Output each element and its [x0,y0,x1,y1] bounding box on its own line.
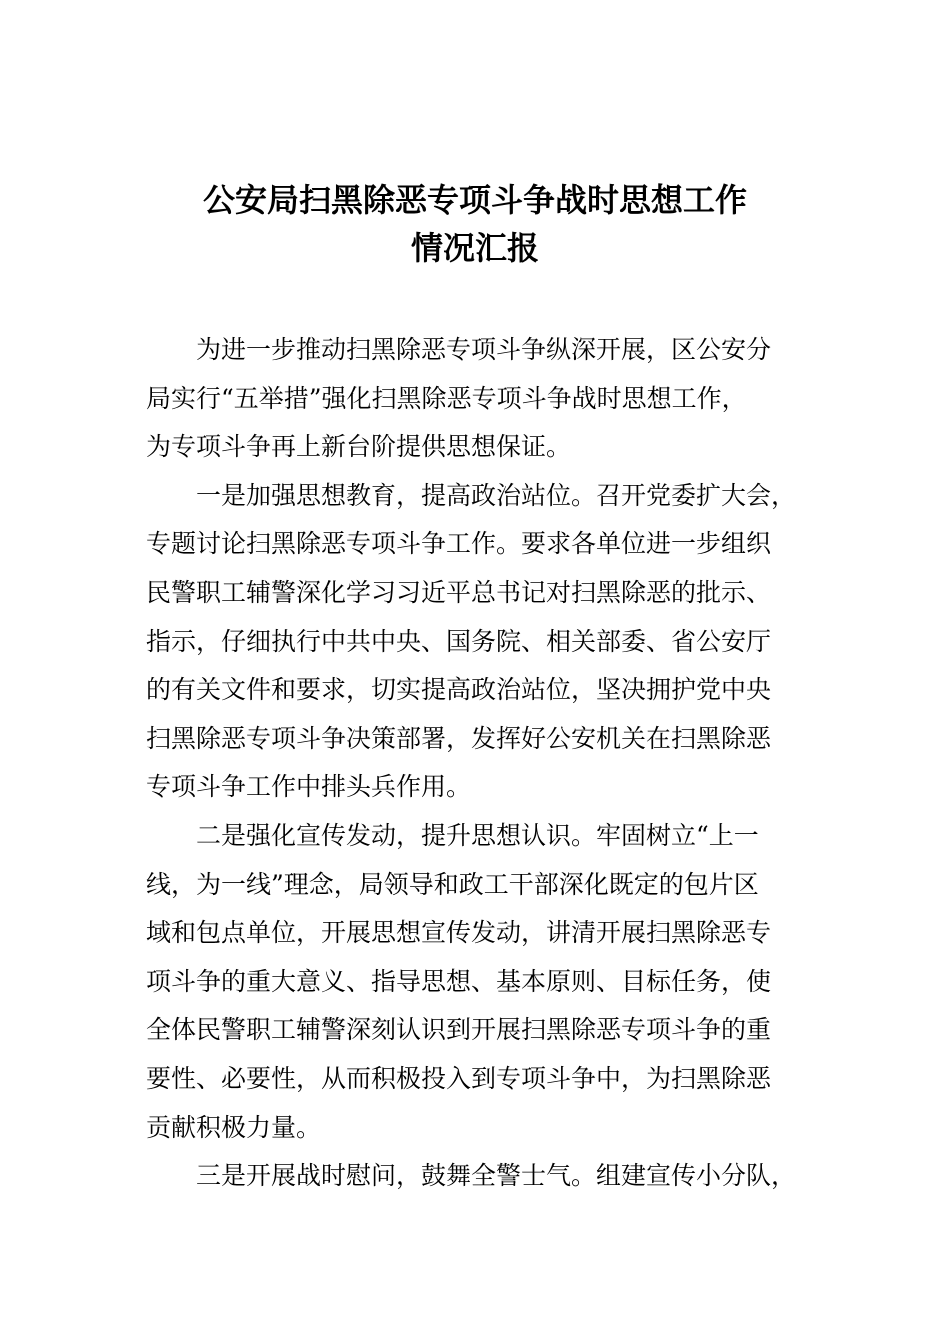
text-line: 为进一步推动扫黑除恶专项斗争纵深开展，区公安分 [196,335,772,364]
text-line: 线，为一线”理念，局领导和政工干部深化既定的包片区 [146,869,759,899]
text-line: 一是加强思想教育，提高政治站位。召开党委扩大会， [196,480,797,510]
text-line: 要性、必要性，从而积极投入到专项斗争中，为扫黑除恶 [146,1063,772,1093]
text-line: 项斗争的重大意义、指导思想、基本原则、目标任务，使 [146,966,772,996]
text-line: 全体民警职工辅警深刻认识到开展扫黑除恶专项斗争的重 [146,1015,772,1045]
text-line: 指示，仔细执行中共中央、国务院、相关部委、省公安厅 [146,626,772,656]
text-line: 二是强化宣传发动，提升思想认识。牢固树立“上一 [196,820,759,850]
text-line: 为专项斗争再上新台阶提供思想保证。 [146,432,572,462]
paragraph-measure-3 [146,1152,836,1201]
paragraph-measure-2 [146,812,836,1152]
text-line: 专题讨论扫黑除恶专项斗争工作。要求各单位进一步组织 [146,529,772,559]
text-line: 民警职工辅警深化学习习近平总书记对扫黑除恶的批示、 [146,577,772,607]
paragraph-intro [146,326,836,472]
text-line: 域和包点单位，开展思想宣传发动，讲清开展扫黑除恶专 [146,918,772,948]
text-line: 贡献积极力量。 [146,1112,322,1142]
text-line: 三是开展战时慰问，鼓舞全警士气。组建宣传小分队， [196,1161,797,1191]
document-title-line-2: 情况汇报 [410,229,539,267]
document-title-line-1: 公安局扫黑除恶专项斗争战时思想工作 [202,181,747,219]
text-line: 扫黑除恶专项斗争决策部署，发挥好公安机关在扫黑除恶 [146,723,772,753]
paragraph-measure-1 [146,472,836,812]
text-line: 专项斗争工作中排头兵作用。 [146,772,472,802]
document-body [146,326,836,1201]
text-line: 的有关文件和要求，切实提高政治站位，坚决拥护党中央 [146,675,772,705]
text-line: 局实行“五举措”强化扫黑除恶专项斗争战时思想工作， [146,383,747,413]
